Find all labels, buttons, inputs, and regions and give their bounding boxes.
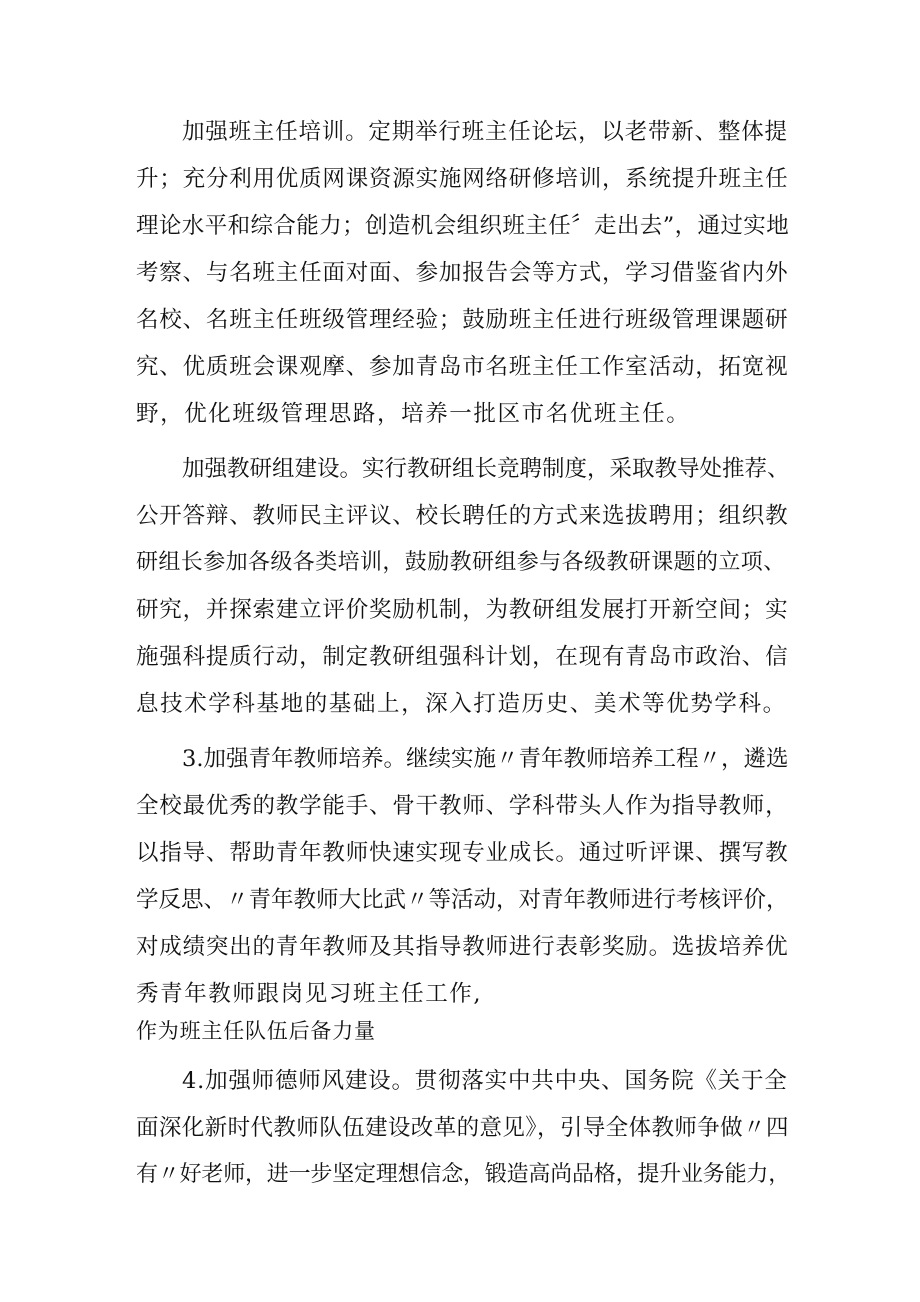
paragraph-3-line-2: 全校最优秀的教学能手、骨干教师、学科带头人作为指导教师，	[136, 793, 789, 819]
paragraph-3-line-7: 作为班主任队伍后备力量	[136, 1019, 376, 1043]
paragraph-2-line-4: 研究，并探索建立评价奖励机制，为教研组发展打开新空间；实	[136, 597, 789, 623]
paragraph-3-line-3: 以指导、帮助青年教师快速实现专业成长。通过听评课、撰写教	[136, 840, 789, 866]
paragraph-4-line-2: 面深化新时代教师队伍建设改革的意见》，引导全体教师争做〃四	[136, 1115, 789, 1141]
paragraph-1-line-3: 理论水平和综合能力；创造机会组织班主任〞走出去”，通过实地	[136, 213, 790, 239]
paragraph-3-line-1: 3.加强青年教师培养。继续实施〃青年教师培养工程〃，遴选	[182, 746, 789, 772]
paragraph-2-line-5: 施强科提质行动，制定教研组强科计划，在现有青岛市政治、信	[136, 644, 789, 670]
paragraph-1-line-7: 野，优化班级管理思路，培养一批区市名优班主任。	[136, 401, 691, 427]
paragraph-3-line-6: 秀青年教师跟岗见习班主任工作,	[136, 981, 483, 1007]
paragraph-1-line-1: 加强班主任培训。定期举行班主任论坛，以老带新、整体提	[182, 119, 788, 145]
paragraph-4-line-3: 有〃好老师，进一步坚定理想信念，锻造高尚品格，提升业务能力，	[136, 1162, 791, 1187]
paragraph-1-line-4: 考察、与名班主任面对面、参加报告会等方式，学习借鉴省内外	[136, 260, 789, 286]
paragraph-1-line-6: 究、优质班会课观摩、参加青岛市名班主任工作室活动，拓宽视	[136, 354, 789, 380]
paragraph-1-line-5: 名校、名班主任班级管理经验；鼓励班主任进行班级管理课题研	[136, 307, 789, 333]
paragraph-2-line-1: 加强教研组建设。实行教研组长竞聘制度，采取教导处推荐、	[182, 456, 790, 482]
paragraph-2-line-3: 研组长参加各级各类培训，鼓励教研组参与各级教研课题的立项、	[136, 550, 786, 575]
paragraph-4-line-1: 4.加强师德师风建设。贯彻落实中共中央、国务院《关于全	[182, 1068, 788, 1094]
paragraph-3-line-5: 对成绩突出的青年教师及其指导教师进行表彰奖励。选拔培养优	[136, 934, 789, 960]
paragraph-2-line-6: 息技术学科基地的基础上，深入打造历史、美术等优势学科。	[136, 691, 787, 717]
paragraph-1-line-2: 升；充分利用优质网课资源实施网络研修培训，系统提升班主任	[136, 166, 789, 192]
paragraph-2-line-2: 公开答辩、教师民主评议、校长聘任的方式来选拔聘用；组织教	[136, 503, 789, 529]
paragraph-3-line-4: 学反思、〃青年教师大比武〃等活动，对青年教师进行考核评价，	[136, 887, 789, 913]
